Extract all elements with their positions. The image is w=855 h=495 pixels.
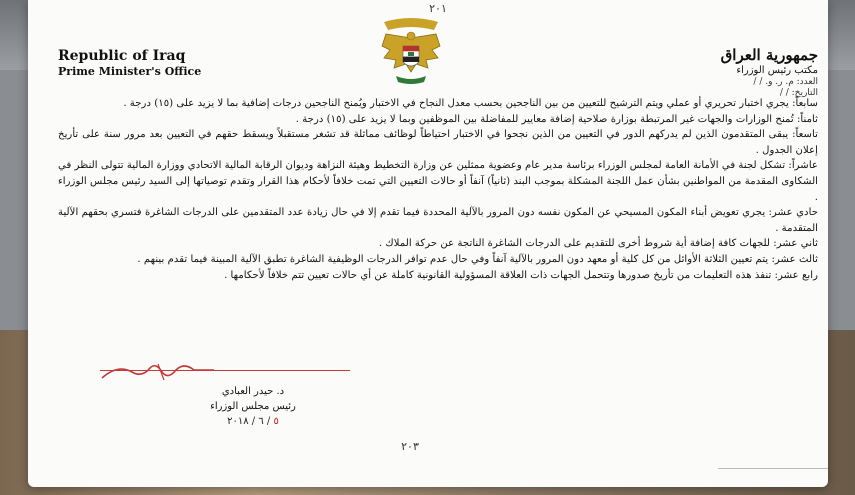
signature-underline — [100, 370, 350, 371]
page-bottom-number: ٢٠٣ — [401, 440, 419, 453]
signer-title: رئيس مجلس الوزراء — [210, 401, 296, 412]
signature-date-day: ٥ — [273, 416, 279, 427]
scanned-letter — [58, 0, 818, 487]
signature-date-rest: / ٦ / ٢٠١٨ — [227, 416, 271, 427]
clause-paragraph: سابعاً: يجري اختبار تحريري أو عملي ويتم الترشيح للتعيين من بين الناجحين بحسب معدل النجاح في الاختبار ويُمنح الناجحين درجات إضافية بما لا يزيد على (١٥) درجة . — [123, 98, 818, 109]
arabic-letterhead-line2: مكتب رئيس الوزراء — [736, 65, 818, 76]
handwritten-signature — [98, 358, 218, 386]
signature-block — [198, 384, 308, 429]
clause-paragraph: تاسعاً: يبقى المتقدمون الذين لم يدركهم الدور في التعيين من الذين نجحوا في الاختبار احتياطاً لوظائف مماثلة قد تشغر مستقبلاً ويسقط حقهم في التعيين بعد مرور سنة على تأريخ إعلان الجدول . — [58, 129, 818, 156]
clause-paragraph: ثامناً: تُمنح الوزارات والجهات غير المرتبطة بوزارة صلاحية إضافة معايير للمفاضلة بين الموظفين وبما لا يزيد على (١٥) درجة . — [295, 113, 818, 125]
english-letterhead-line1: Republic of Iraq — [58, 48, 186, 64]
signature-date — [198, 414, 308, 429]
arabic-letterhead — [618, 46, 818, 99]
page-top-number: ٢٠١ — [429, 2, 447, 15]
iraq-emblem-icon — [376, 16, 446, 92]
clause-paragraph: رابع عشر: تنفذ هذه التعليمات من تأريخ صدورها وتتحمل الجهات ذات العلاقة المسؤولية القانونية كاملة عن أي حالات تعيين تتم خلافاً لأحكامها . — [224, 269, 818, 281]
arabic-date-field: التاريخ: / / — [779, 88, 818, 98]
clause-paragraph: ثاني عشر: للجهات كافة إضافة أية شروط أخرى للتقديم على الدرجات الشاغرة الناتجة عن حركة الملاك . — [378, 238, 818, 250]
clause-paragraph: ثالث عشر: يتم تعيين الثلاثة الأوائل من كل كلية أو معهد دون المرور بالآلية آنفاً وفي حال عدم توافر الدرجات الوظيفية الشاغرة تطبق الآلية المبينة فيما تقدم بينهم . — [137, 253, 818, 265]
document-viewer-modal — [28, 0, 828, 487]
english-letterhead — [58, 48, 201, 79]
footer-divider — [718, 468, 828, 469]
letter-body — [58, 96, 818, 283]
clause-paragraph: حادي عشر: يجري تعويض أبناء المكون المسيحي عن المكون نفسه دون المرور بالآلية المحددة فيما تقدم إلا في حال زيادة عدد المتقدمين على الدرجات الشاغرة فتسري بحقهم الآلية المتقدمة . — [58, 207, 818, 234]
arabic-reference-number: العدد: م. ر. و. / / — [753, 77, 818, 87]
clause-paragraph: عاشراً: تشكل لجنة في الأمانة العامة لمجلس الوزراء برئاسة مدير عام وعضوية ممثلين عن وزارة التخطيط وهيئة النزاهة وديوان الرقابة المالية الاتحادي ووزارة المالية تتولى النظر في الشكاوى المقدمة من المواطنين بشأن عمل اللجنة المشكلة بموجب البند (ثانياً) آنفاً أو حالات التعيين التي تمت خلافاً لأحكام هذا القرار وتقدم توصياتها إلى السيد رئيس مجلس الوزراء . — [58, 160, 818, 203]
signer-name: د. حيدر العبادي — [221, 386, 285, 397]
arabic-letterhead-line1: جمهورية العراق — [720, 46, 818, 64]
english-letterhead-line2: Prime Minister's Office — [58, 65, 202, 78]
